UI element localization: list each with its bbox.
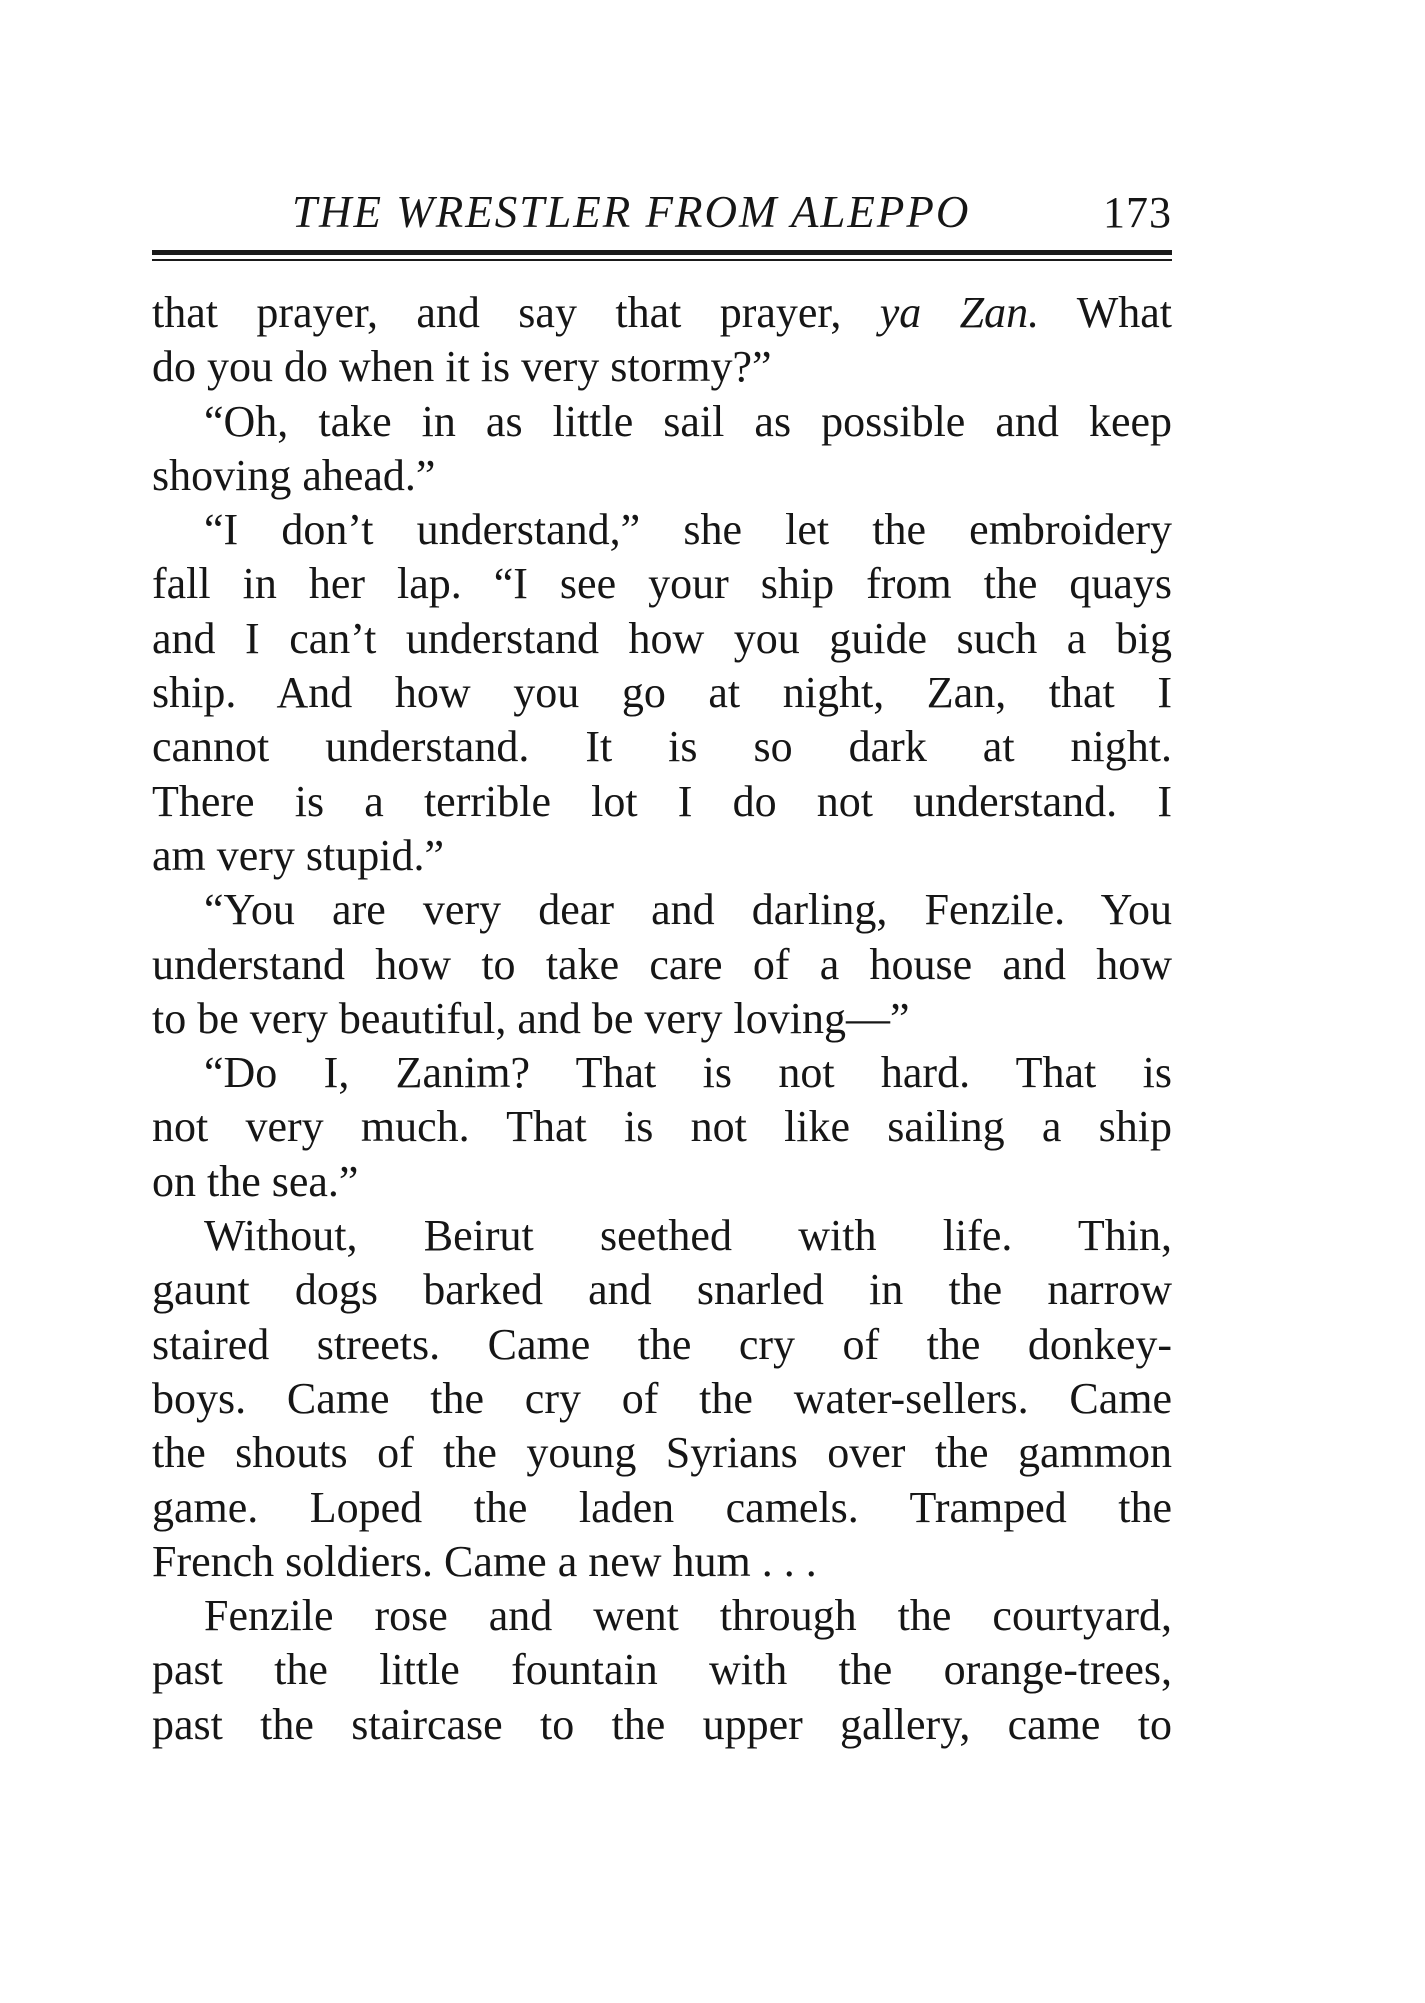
text-line: Fenzile rose and went through the courtyard, [204,1591,1172,1641]
text-line: Without, Beirut seethed with life. Thin, [204,1211,1172,1261]
body-text [152,286,1172,1752]
text-line: past the staircase to the upper gallery, came to [152,1699,1172,1749]
text-line: fall in her lap. “I see your ship from the quays [152,559,1172,609]
text-line: “Do I, Zanim? That is not hard. That is [204,1048,1172,1098]
text-line: game. Loped the laden camels. Tramped the [152,1482,1172,1532]
text-line: “You are very dear and darling, Fenzile. You [204,885,1172,935]
text-line: gaunt dogs barked and snarled in the narrow [152,1265,1172,1315]
text-line: to be very beautiful, and be very loving—” [152,993,910,1043]
text-line [152,286,1172,340]
text-line: French soldiers. Came a new hum . . . [152,1536,817,1586]
text-line: “I don’t understand,” she let the embroidery [204,505,1172,555]
text-line: am very stupid.” [152,830,445,880]
text-line: staired streets. Came the cry of the donkey- [152,1319,1172,1369]
text-line: cannot understand. It is so dark at night. [152,722,1172,772]
header-rule-thin [152,259,1172,261]
text-line: understand how to take care of a house and how [152,939,1172,989]
text-line: past the little fountain with the orange-trees, [152,1645,1172,1695]
running-title: THE WRESTLER FROM ALEPPO [292,187,971,237]
text-line: do you do when it is very stormy?” [152,342,772,392]
running-head [152,186,1172,246]
text-line: the shouts of the young Syrians over the gammon [152,1428,1172,1478]
text-line: not very much. That is not like sailing a ship [152,1102,1172,1152]
text-line: and I can’t understand how you guide such a big [152,613,1172,663]
page-number: 173 [1103,188,1172,237]
text-line: There is a terrible lot I do not understand. I [152,776,1172,826]
text-line: “Oh, take in as little sail as possible and keep [204,396,1172,446]
italic-term: ya Zan. [879,288,1040,337]
text-segment: that prayer, and say that prayer, [152,288,880,337]
text-line: on the sea.” [152,1156,359,1206]
text-line: shoving ahead.” [152,450,436,500]
header-rule-thick [152,250,1172,255]
text-line: boys. Came the cry of the water-sellers. Came [152,1373,1172,1423]
text-segment: What [1039,288,1173,337]
text-line: ship. And how you go at night, Zan, that I [152,668,1172,718]
